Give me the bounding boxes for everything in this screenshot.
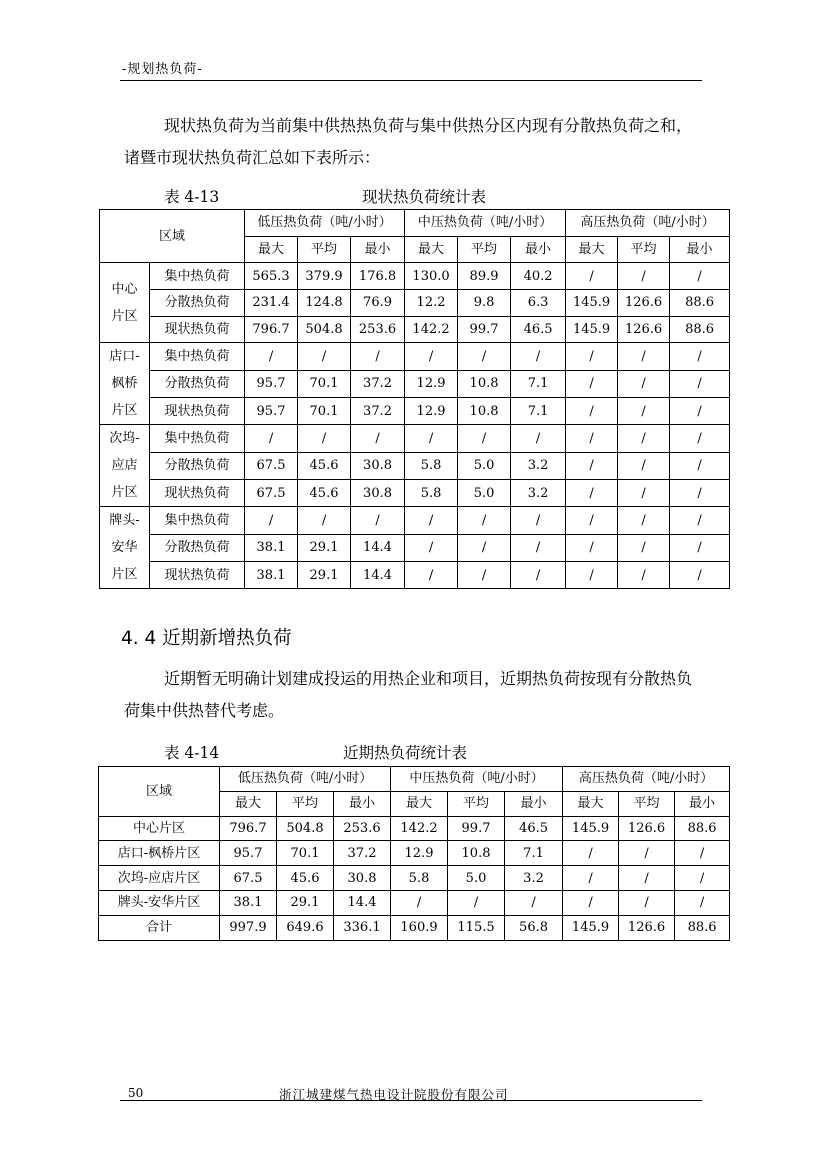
- value-cell: /: [670, 398, 730, 425]
- value-cell: 142.2: [405, 316, 458, 343]
- value-cell: /: [670, 534, 730, 561]
- value-cell: 95.7: [220, 841, 277, 866]
- column-header: 最小: [334, 791, 391, 816]
- value-cell: /: [618, 480, 670, 507]
- value-cell: 3.2: [511, 452, 566, 479]
- running-header: -规划热负荷-: [122, 62, 203, 77]
- value-cell: 46.5: [511, 316, 566, 343]
- value-cell: /: [566, 370, 618, 397]
- table-row: [100, 425, 730, 452]
- table-row: [100, 343, 730, 370]
- value-cell: 5.8: [405, 452, 458, 479]
- column-header: 最大: [245, 236, 298, 263]
- value-cell: 45.6: [277, 866, 334, 891]
- value-cell: /: [563, 866, 619, 891]
- value-cell: /: [675, 890, 730, 915]
- value-cell: 99.7: [458, 316, 511, 343]
- value-cell: 30.8: [334, 866, 391, 891]
- value-cell: /: [351, 507, 405, 534]
- value-cell: /: [619, 866, 675, 891]
- row-label: 分散热负荷: [150, 370, 245, 397]
- value-cell: /: [458, 562, 511, 589]
- value-cell: 12.9: [405, 370, 458, 397]
- value-cell: 38.1: [245, 534, 298, 561]
- zone-name-line: 店口-: [109, 349, 140, 365]
- table1-title: 现状热负荷统计表: [362, 188, 487, 206]
- table-row: [100, 398, 730, 425]
- value-cell: 88.6: [670, 290, 730, 317]
- section-paragraph: 近期暂无明确计划建成投运的用热企业和项目，近期热负荷按现有分散热负荷集中供热替代考虑。: [124, 669, 693, 720]
- column-header: 最小: [670, 236, 730, 263]
- value-cell: 124.8: [298, 290, 351, 317]
- zone-name-line: 片区: [111, 403, 138, 419]
- value-cell: 12.9: [391, 841, 448, 866]
- value-cell: 796.7: [220, 816, 277, 841]
- region-header: 区域: [99, 767, 220, 817]
- column-header: 最小: [675, 791, 730, 816]
- value-cell: 14.4: [334, 890, 391, 915]
- value-cell: /: [566, 425, 618, 452]
- value-cell: 231.4: [245, 290, 298, 317]
- value-cell: /: [670, 507, 730, 534]
- value-cell: 649.6: [277, 915, 334, 940]
- value-cell: /: [670, 343, 730, 370]
- value-cell: 88.6: [675, 915, 730, 940]
- value-cell: 379.9: [298, 263, 351, 290]
- value-cell: /: [618, 507, 670, 534]
- row-label: 集中热负荷: [150, 343, 245, 370]
- group-header: 低压热负荷（吨/小时）: [245, 210, 405, 237]
- value-cell: /: [670, 370, 730, 397]
- value-cell: /: [298, 507, 351, 534]
- value-cell: /: [670, 562, 730, 589]
- column-header: 最大: [391, 791, 448, 816]
- column-header: 最小: [505, 791, 563, 816]
- value-cell: 142.2: [391, 816, 448, 841]
- value-cell: 5.0: [448, 866, 505, 891]
- table-row: [100, 370, 730, 397]
- row-label: 集中热负荷: [150, 263, 245, 290]
- table-row: [99, 866, 730, 891]
- table2-number: 表 4-14: [164, 744, 220, 762]
- value-cell: 14.4: [351, 562, 405, 589]
- value-cell: 504.8: [277, 816, 334, 841]
- value-cell: /: [670, 425, 730, 452]
- value-cell: 46.5: [505, 816, 563, 841]
- value-cell: 176.8: [351, 263, 405, 290]
- value-cell: /: [618, 534, 670, 561]
- value-cell: 89.9: [458, 263, 511, 290]
- value-cell: 88.6: [675, 816, 730, 841]
- row-label: 集中热负荷: [150, 425, 245, 452]
- footer-rule: [120, 1100, 702, 1101]
- value-cell: 6.3: [511, 290, 566, 317]
- table-row: [100, 290, 730, 317]
- value-cell: /: [675, 866, 730, 891]
- value-cell: /: [618, 343, 670, 370]
- table2-title: 近期热负荷统计表: [343, 744, 468, 762]
- value-cell: /: [351, 343, 405, 370]
- value-cell: 10.8: [458, 398, 511, 425]
- value-cell: 3.2: [511, 480, 566, 507]
- value-cell: 10.8: [448, 841, 505, 866]
- value-cell: /: [298, 343, 351, 370]
- value-cell: /: [511, 343, 566, 370]
- value-cell: 45.6: [298, 480, 351, 507]
- row-label: 次坞-应店片区: [99, 866, 220, 891]
- value-cell: /: [391, 890, 448, 915]
- value-cell: 14.4: [351, 534, 405, 561]
- value-cell: /: [670, 452, 730, 479]
- page-number: 50: [128, 1086, 144, 1100]
- value-cell: 29.1: [277, 890, 334, 915]
- value-cell: /: [351, 425, 405, 452]
- value-cell: 997.9: [220, 915, 277, 940]
- column-header: 最小: [511, 236, 566, 263]
- value-cell: /: [405, 534, 458, 561]
- value-cell: 30.8: [351, 452, 405, 479]
- row-label: 中心片区: [99, 816, 220, 841]
- zone-name-line: 中心: [111, 281, 138, 297]
- table-row: [100, 480, 730, 507]
- value-cell: 126.6: [619, 816, 675, 841]
- zone-name-line: 牌头-: [109, 513, 140, 529]
- row-label: 现状热负荷: [150, 480, 245, 507]
- value-cell: /: [458, 343, 511, 370]
- value-cell: /: [566, 343, 618, 370]
- footer-organization: 浙江城建煤气热电设计院股份有限公司: [279, 1087, 509, 1102]
- table-row: [100, 452, 730, 479]
- value-cell: 10.8: [458, 370, 511, 397]
- value-cell: 126.6: [618, 316, 670, 343]
- value-cell: 126.6: [619, 915, 675, 940]
- value-cell: /: [245, 507, 298, 534]
- table-row: [99, 890, 730, 915]
- value-cell: /: [618, 425, 670, 452]
- value-cell: 67.5: [220, 866, 277, 891]
- column-header: 平均: [618, 236, 670, 263]
- row-label: 现状热负荷: [150, 316, 245, 343]
- value-cell: 99.7: [448, 816, 505, 841]
- value-cell: /: [563, 841, 619, 866]
- value-cell: 7.1: [511, 370, 566, 397]
- value-cell: 67.5: [245, 452, 298, 479]
- value-cell: /: [505, 890, 563, 915]
- value-cell: /: [566, 398, 618, 425]
- value-cell: 40.2: [511, 263, 566, 290]
- value-cell: /: [619, 841, 675, 866]
- value-cell: 88.6: [670, 316, 730, 343]
- value-cell: 115.5: [448, 915, 505, 940]
- value-cell: /: [458, 534, 511, 561]
- value-cell: 336.1: [334, 915, 391, 940]
- value-cell: 38.1: [245, 562, 298, 589]
- value-cell: /: [618, 398, 670, 425]
- column-header: 最大: [405, 236, 458, 263]
- value-cell: /: [618, 370, 670, 397]
- value-cell: /: [618, 452, 670, 479]
- table-row: [100, 507, 730, 534]
- value-cell: /: [618, 562, 670, 589]
- value-cell: 565.3: [245, 263, 298, 290]
- value-cell: 56.8: [505, 915, 563, 940]
- current-heat-load-table: [99, 209, 730, 589]
- value-cell: 12.9: [405, 398, 458, 425]
- header-rule: [120, 80, 702, 81]
- value-cell: 5.8: [405, 480, 458, 507]
- value-cell: /: [566, 263, 618, 290]
- column-header: 最大: [566, 236, 618, 263]
- value-cell: 29.1: [298, 534, 351, 561]
- zone-cell: [100, 507, 150, 589]
- zone-cell: [100, 425, 150, 507]
- value-cell: 37.2: [351, 370, 405, 397]
- table1-header-row: [100, 210, 730, 237]
- value-cell: 30.8: [351, 480, 405, 507]
- value-cell: 95.7: [245, 398, 298, 425]
- value-cell: 145.9: [563, 915, 619, 940]
- value-cell: 3.2: [505, 866, 563, 891]
- column-header: 平均: [619, 791, 675, 816]
- column-header: 平均: [277, 791, 334, 816]
- group-header: 低压热负荷（吨/小时）: [220, 767, 391, 792]
- row-label: 分散热负荷: [150, 534, 245, 561]
- value-cell: /: [405, 507, 458, 534]
- value-cell: /: [245, 425, 298, 452]
- near-term-heat-load-table: [98, 766, 730, 941]
- value-cell: /: [405, 562, 458, 589]
- row-label: 合计: [99, 915, 220, 940]
- value-cell: /: [670, 263, 730, 290]
- row-label: 店口-枫桥片区: [99, 841, 220, 866]
- value-cell: 145.9: [566, 290, 618, 317]
- table-row: [100, 316, 730, 343]
- value-cell: 5.0: [458, 480, 511, 507]
- row-label: 现状热负荷: [150, 398, 245, 425]
- value-cell: /: [511, 425, 566, 452]
- table-row: [100, 562, 730, 589]
- section-heading: 4. 4 近期新增热负荷: [121, 628, 292, 649]
- value-cell: 9.8: [458, 290, 511, 317]
- zone-cell: [100, 343, 150, 425]
- value-cell: /: [448, 890, 505, 915]
- value-cell: /: [566, 452, 618, 479]
- column-header: 平均: [458, 236, 511, 263]
- value-cell: 37.2: [351, 398, 405, 425]
- zone-name-line: 安华: [111, 540, 138, 556]
- value-cell: 67.5: [245, 480, 298, 507]
- value-cell: /: [458, 507, 511, 534]
- value-cell: 70.1: [298, 370, 351, 397]
- table-row: [99, 841, 730, 866]
- value-cell: /: [566, 562, 618, 589]
- value-cell: /: [405, 343, 458, 370]
- zone-cell: [100, 263, 150, 343]
- value-cell: /: [511, 534, 566, 561]
- group-header: 高压热负荷（吨/小时）: [566, 210, 730, 237]
- table-row: [100, 534, 730, 561]
- value-cell: 7.1: [511, 398, 566, 425]
- value-cell: 37.2: [334, 841, 391, 866]
- column-header: 最大: [220, 791, 277, 816]
- value-cell: 796.7: [245, 316, 298, 343]
- row-label: 现状热负荷: [150, 562, 245, 589]
- value-cell: /: [618, 263, 670, 290]
- zone-name-line: 片区: [111, 308, 138, 324]
- zone-name-line: 应店: [111, 458, 138, 474]
- zone-name-line: 次坞-: [109, 431, 140, 447]
- value-cell: 5.8: [391, 866, 448, 891]
- value-cell: 95.7: [245, 370, 298, 397]
- row-label: 集中热负荷: [150, 507, 245, 534]
- value-cell: 253.6: [351, 316, 405, 343]
- value-cell: 12.2: [405, 290, 458, 317]
- value-cell: 38.1: [220, 890, 277, 915]
- table-row: [100, 263, 730, 290]
- group-header: 中压热负荷（吨/小时）: [405, 210, 566, 237]
- column-header: 平均: [298, 236, 351, 263]
- group-header: 高压热负荷（吨/小时）: [563, 767, 730, 792]
- value-cell: /: [511, 562, 566, 589]
- value-cell: 70.1: [298, 398, 351, 425]
- value-cell: /: [245, 343, 298, 370]
- value-cell: 160.9: [391, 915, 448, 940]
- value-cell: /: [563, 890, 619, 915]
- value-cell: 130.0: [405, 263, 458, 290]
- value-cell: 145.9: [563, 816, 619, 841]
- value-cell: 145.9: [566, 316, 618, 343]
- column-header: 最小: [351, 236, 405, 263]
- zone-name-line: 枫桥: [111, 376, 138, 392]
- value-cell: /: [298, 425, 351, 452]
- intro-paragraph: 现状热负荷为当前集中供热热负荷与集中供热分区内现有分散热负荷之和，诸暨市现状热负荷汇总如下表所示：: [124, 116, 693, 167]
- value-cell: /: [566, 480, 618, 507]
- zone-name-line: 片区: [111, 485, 138, 501]
- row-label: 牌头-安华片区: [99, 890, 220, 915]
- value-cell: /: [670, 480, 730, 507]
- zone-name-line: 片区: [111, 567, 138, 583]
- value-cell: /: [458, 425, 511, 452]
- value-cell: /: [511, 507, 566, 534]
- value-cell: 29.1: [298, 562, 351, 589]
- value-cell: /: [566, 534, 618, 561]
- row-label: 分散热负荷: [150, 452, 245, 479]
- column-header: 平均: [448, 791, 505, 816]
- value-cell: 5.0: [458, 452, 511, 479]
- value-cell: 45.6: [298, 452, 351, 479]
- region-header: 区域: [100, 210, 245, 263]
- value-cell: /: [619, 890, 675, 915]
- table-row: [99, 915, 730, 940]
- value-cell: 70.1: [277, 841, 334, 866]
- value-cell: /: [405, 425, 458, 452]
- value-cell: 253.6: [334, 816, 391, 841]
- value-cell: /: [566, 507, 618, 534]
- column-header: 最大: [563, 791, 619, 816]
- value-cell: /: [675, 841, 730, 866]
- table1-number: 表 4-13: [164, 188, 220, 206]
- row-label: 分散热负荷: [150, 290, 245, 317]
- value-cell: 76.9: [351, 290, 405, 317]
- value-cell: 504.8: [298, 316, 351, 343]
- group-header: 中压热负荷（吨/小时）: [391, 767, 563, 792]
- table-row: [99, 816, 730, 841]
- value-cell: 7.1: [505, 841, 563, 866]
- value-cell: 126.6: [618, 290, 670, 317]
- table2-header-row: [99, 767, 730, 792]
